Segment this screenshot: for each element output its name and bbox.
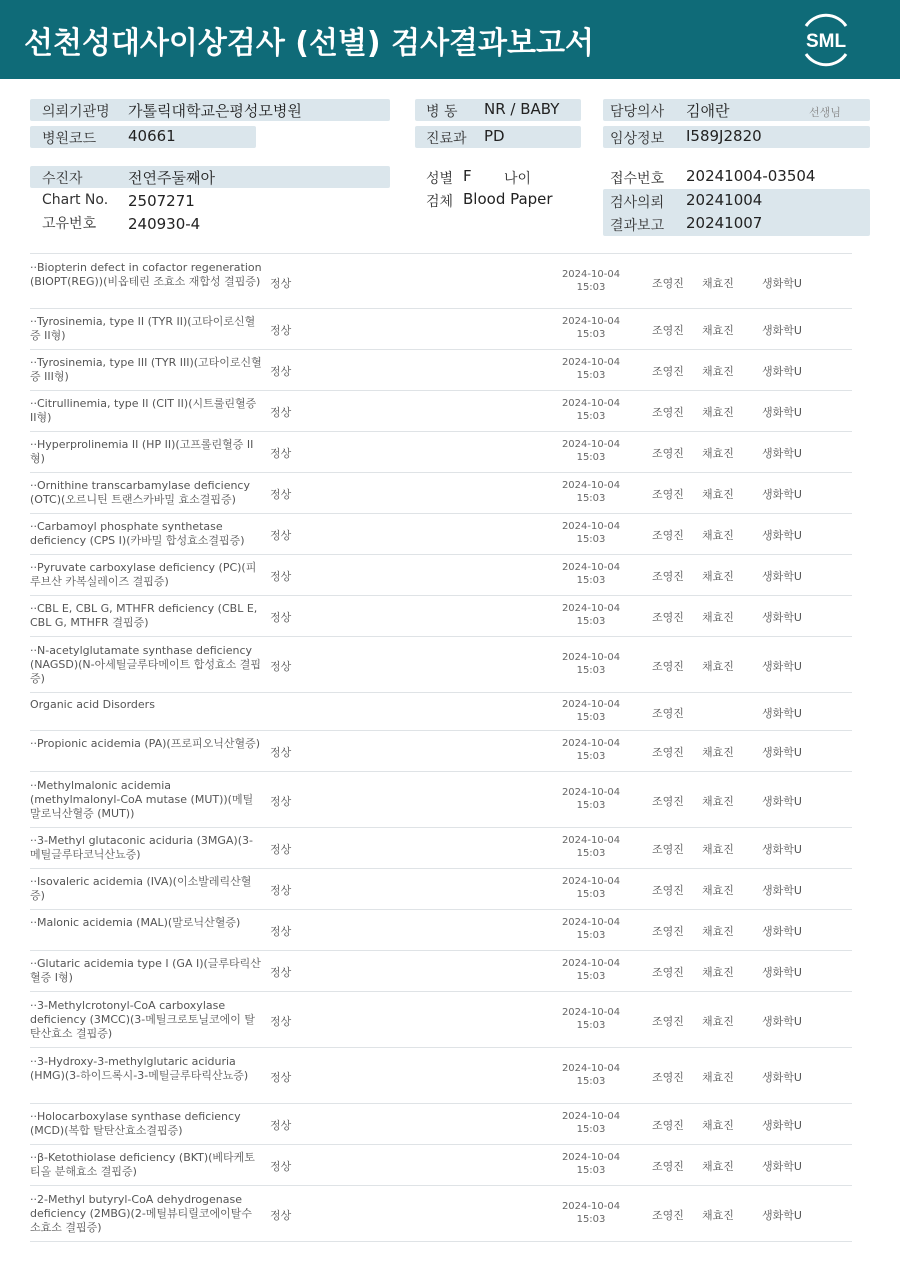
tester-name: 조영진 [652, 277, 684, 290]
tester-name: 조영진 [652, 406, 684, 419]
ward-value: NR / BABY [484, 100, 560, 118]
lab-dept: 생화학U [762, 1119, 802, 1132]
approver-name: 채효진 [702, 1209, 734, 1222]
lab-dept: 생화학U [762, 1015, 802, 1028]
tester-name: 조영진 [652, 447, 684, 460]
test-name: ··Tyrosinemia, type III (TYR III)(고타이로신혈증 III형) [30, 356, 262, 383]
request-value: 20241004 [686, 191, 763, 209]
result-datetime [556, 315, 626, 341]
test-result: 정상 [270, 324, 292, 337]
result-time: 15:03 [576, 534, 606, 545]
result-time: 15:03 [576, 411, 606, 422]
approver-name: 채효진 [702, 1071, 734, 1084]
tester-name: 조영진 [652, 611, 684, 624]
approver-name: 채효진 [702, 611, 734, 624]
test-name: ··Citrullinemia, type II (CIT II)(시트룰린혈증 II형) [30, 397, 257, 424]
result-row [30, 555, 852, 596]
result-time: 15:03 [576, 329, 606, 340]
approver-name: 채효진 [702, 925, 734, 938]
approver-name: 채효진 [702, 488, 734, 501]
result-date: 2024-10-04 [561, 917, 621, 928]
test-name: ··Carbamoyl phosphate synthetase deficiency (CPS I)(카바밀 합성효소결핍증) [30, 520, 245, 547]
patient-value: 전연주둘째아 [128, 169, 215, 187]
result-date: 2024-10-04 [561, 398, 621, 409]
tester-name: 조영진 [652, 488, 684, 501]
tester-name: 조영진 [652, 1015, 684, 1028]
approver-name: 채효진 [702, 966, 734, 979]
result-datetime [556, 1006, 626, 1032]
chart-value: 2507271 [128, 192, 195, 210]
unique-value: 240930-4 [128, 215, 201, 233]
result-datetime [556, 875, 626, 901]
test-name: ··Tyrosinemia, type II (TYR II)(고타이로신혈증 II형) [30, 315, 256, 342]
result-date: 2024-10-04 [561, 1063, 621, 1074]
result-datetime [556, 397, 626, 423]
approver-name: 채효진 [702, 660, 734, 673]
lab-dept: 생화학U [762, 746, 802, 759]
result-row [30, 992, 852, 1048]
result-datetime [556, 356, 626, 382]
test-name: ··CBL E, CBL G, MTHFR deficiency (CBL E, CBL G, MTHFR 결핍증) [30, 602, 258, 629]
hospital-code-label: 병원코드 [42, 131, 97, 147]
test-name: Organic acid Disorders [30, 698, 155, 711]
test-result: 정상 [270, 1160, 292, 1173]
institution-label: 의뢰기관명 [42, 104, 110, 120]
test-name: ··N-acetylglutamate synthase deficiency (NAGSD)(N-아세틸글루타메이트 합성효소 결핍증) [30, 644, 261, 685]
specimen-value: Blood Paper [463, 190, 553, 208]
result-time: 15:03 [576, 971, 606, 982]
result-time: 15:03 [576, 493, 606, 504]
result-date: 2024-10-04 [561, 357, 621, 368]
test-name: ··Biopterin defect in cofactor regeneration (BIOPT(REG))(비옵테린 조효소 재합성 결핍증) [30, 261, 262, 288]
result-time: 15:03 [576, 616, 606, 627]
lab-dept: 생화학U [762, 1071, 802, 1084]
test-name: ··Malonic acidemia (MAL)(말로닉산혈증) [30, 916, 241, 929]
test-result: 정상 [270, 843, 292, 856]
result-row [30, 772, 852, 828]
institution-value: 가톨릭대학교은평성모병원 [128, 102, 302, 120]
result-date: 2024-10-04 [561, 1111, 621, 1122]
request-label: 검사의뢰 [610, 195, 665, 211]
test-result: 정상 [270, 1071, 292, 1084]
result-row [30, 731, 852, 772]
result-row [30, 1186, 852, 1242]
test-name: ··2-Methyl butyryl-CoA dehydrogenase deficiency (2MBG)(2-메틸뷰티릴코에이탈수소효소 결핍증) [30, 1193, 253, 1234]
result-datetime [556, 561, 626, 587]
approver-name: 채효진 [702, 324, 734, 337]
lab-dept: 생화학U [762, 447, 802, 460]
result-time: 15:03 [576, 665, 606, 676]
test-result: 정상 [270, 447, 292, 460]
tester-name: 조영진 [652, 966, 684, 979]
lab-dept: 생화학U [762, 611, 802, 624]
result-row [30, 514, 852, 555]
report-label: 결과보고 [610, 218, 665, 234]
clinical-value: I589J2820 [686, 127, 762, 145]
result-datetime [556, 916, 626, 942]
approver-name: 채효진 [702, 795, 734, 808]
test-result: 정상 [270, 884, 292, 897]
result-row [30, 1048, 852, 1104]
test-result: 정상 [270, 746, 292, 759]
result-row [30, 432, 852, 473]
result-row [30, 828, 852, 869]
lab-dept: 생화학U [762, 966, 802, 979]
tester-name: 조영진 [652, 1160, 684, 1173]
tester-name: 조영진 [652, 1071, 684, 1084]
lab-dept: 생화학U [762, 795, 802, 808]
result-time: 15:03 [576, 370, 606, 381]
result-row [30, 596, 852, 637]
chart-label: Chart No. [42, 192, 109, 208]
result-row [30, 1145, 852, 1186]
result-time: 15:03 [576, 1214, 606, 1225]
test-name: ··3-Hydroxy-3-methylglutaric aciduria (HMG)(3-하이드록시-3-메틸글루타릭산뇨증) [30, 1055, 249, 1082]
specimen-label: 검체 [426, 194, 454, 210]
result-datetime [556, 479, 626, 505]
result-datetime [556, 1151, 626, 1177]
test-result: 정상 [270, 660, 292, 673]
test-result: 정상 [270, 966, 292, 979]
lab-dept: 생화학U [762, 843, 802, 856]
test-result: 정상 [270, 488, 292, 501]
test-result: 정상 [270, 529, 292, 542]
test-name: ··3-Methylcrotonyl-CoA carboxylase deficiency (3MCC)(3-메틸크로토닐코에이 탈탄산효소 결핍증) [30, 999, 256, 1040]
test-name: ··3-Methyl glutaconic aciduria (3MGA)(3-메틸글루타코닉산뇨증) [30, 834, 253, 861]
report-header [0, 0, 900, 79]
result-row [30, 350, 852, 391]
report-value: 20241007 [686, 214, 763, 232]
result-date: 2024-10-04 [561, 958, 621, 969]
result-row [30, 951, 852, 992]
dept-label: 진료과 [426, 131, 467, 147]
test-name: ··β-Ketothiolase deficiency (BKT)(베타케토티올 분해효소 결핍증) [30, 1151, 255, 1178]
result-datetime [556, 520, 626, 546]
result-date: 2024-10-04 [561, 603, 621, 614]
tester-name: 조영진 [652, 925, 684, 938]
lab-dept: 생화학U [762, 925, 802, 938]
result-date: 2024-10-04 [561, 316, 621, 327]
lab-dept: 생화학U [762, 884, 802, 897]
result-row [30, 253, 852, 309]
test-result: 정상 [270, 406, 292, 419]
test-name: ··Hyperprolinemia II (HP II)(고프롤린혈증 II형) [30, 438, 254, 465]
tester-name: 조영진 [652, 843, 684, 856]
tester-name: 조영진 [652, 324, 684, 337]
result-date: 2024-10-04 [561, 699, 621, 710]
result-row [30, 1104, 852, 1145]
lab-dept: 생화학U [762, 529, 802, 542]
approver-name: 채효진 [702, 406, 734, 419]
receipt-label: 접수번호 [610, 171, 665, 187]
test-result: 정상 [270, 611, 292, 624]
lab-dept: 생화학U [762, 1160, 802, 1173]
lab-dept: 생화학U [762, 406, 802, 419]
test-name: ··Ornithine transcarbamylase deficiency (OTC)(오르니틴 트랜스카바밀 효소결핍증) [30, 479, 250, 506]
result-date: 2024-10-04 [561, 1007, 621, 1018]
result-datetime [556, 737, 626, 763]
result-datetime [556, 651, 626, 677]
test-result: 정상 [270, 570, 292, 583]
test-result: 정상 [270, 1015, 292, 1028]
lab-dept: 생화학U [762, 488, 802, 501]
results-list [30, 253, 852, 1242]
test-result: 정상 [270, 365, 292, 378]
result-datetime [556, 786, 626, 812]
result-time: 15:03 [576, 1124, 606, 1135]
result-time: 15:03 [576, 282, 606, 293]
result-date: 2024-10-04 [561, 738, 621, 749]
hospital-code-value: 40661 [128, 127, 176, 145]
result-date: 2024-10-04 [561, 269, 621, 280]
result-date: 2024-10-04 [561, 562, 621, 573]
result-row [30, 309, 852, 350]
lab-dept: 생화학U [762, 324, 802, 337]
result-datetime [556, 602, 626, 628]
doctor-suffix: 선생님 [809, 106, 841, 119]
approver-name: 채효진 [702, 277, 734, 290]
approver-name: 채효진 [702, 1015, 734, 1028]
tester-name: 조영진 [652, 795, 684, 808]
unique-label: 고유번호 [42, 216, 97, 232]
sex-label: 성별 [426, 171, 454, 187]
doctor-value: 김애란 [686, 102, 730, 120]
doctor-label: 담당의사 [610, 104, 665, 120]
result-row [30, 869, 852, 910]
dept-value: PD [484, 127, 505, 145]
approver-name: 채효진 [702, 843, 734, 856]
test-result: 정상 [270, 277, 292, 290]
result-date: 2024-10-04 [561, 480, 621, 491]
result-datetime [556, 834, 626, 860]
ward-label: 병 동 [426, 104, 458, 120]
tester-name: 조영진 [652, 365, 684, 378]
logo-text: SML [805, 31, 847, 52]
result-row [30, 473, 852, 514]
test-result: 정상 [270, 1119, 292, 1132]
result-time: 15:03 [576, 1076, 606, 1087]
lab-dept: 생화학U [762, 570, 802, 583]
test-name: ··Propionic acidemia (PA)(프로피오닉산혈증) [30, 737, 261, 750]
tester-name: 조영진 [652, 746, 684, 759]
tester-name: 조영진 [652, 529, 684, 542]
test-name: ··Methylmalonic acidemia (methylmalonyl-CoA mutase (MUT))(메틸말로닉산혈증 (MUT)) [30, 779, 254, 820]
test-name: ··Pyruvate carboxylase deficiency (PC)(피루브산 카복실레이즈 결핍증) [30, 561, 257, 588]
result-time: 15:03 [576, 889, 606, 900]
result-datetime [556, 438, 626, 464]
test-name: ··Holocarboxylase synthase deficiency (MCD)(복합 탈탄산효소결핍증) [30, 1110, 241, 1137]
result-date: 2024-10-04 [561, 439, 621, 450]
result-datetime [556, 957, 626, 983]
test-result: 정상 [270, 1209, 292, 1222]
result-date: 2024-10-04 [561, 521, 621, 532]
result-date: 2024-10-04 [561, 835, 621, 846]
approver-name: 채효진 [702, 746, 734, 759]
approver-name: 채효진 [702, 884, 734, 897]
result-row [30, 910, 852, 951]
patient-label: 수진자 [42, 171, 83, 187]
result-time: 15:03 [576, 848, 606, 859]
report-title: 선천성대사이상검사 (선별) 검사결과보고서 [24, 26, 594, 61]
age-label: 나이 [504, 171, 532, 187]
result-time: 15:03 [576, 800, 606, 811]
sex-value: F [463, 167, 472, 185]
result-time: 15:03 [576, 1020, 606, 1031]
result-time: 15:03 [576, 751, 606, 762]
result-row [30, 391, 852, 432]
tester-name: 조영진 [652, 707, 684, 720]
clinical-label: 임상정보 [610, 131, 665, 147]
result-date: 2024-10-04 [561, 876, 621, 887]
result-datetime [556, 698, 626, 724]
approver-name: 채효진 [702, 529, 734, 542]
test-name: ··Isovaleric acidemia (IVA)(이소발레릭산혈증) [30, 875, 252, 902]
approver-name: 채효진 [702, 570, 734, 583]
result-datetime [556, 1062, 626, 1088]
result-time: 15:03 [576, 1165, 606, 1176]
lab-dept: 생화학U [762, 365, 802, 378]
result-date: 2024-10-04 [561, 1152, 621, 1163]
receipt-value: 20241004-03504 [686, 167, 816, 185]
tester-name: 조영진 [652, 660, 684, 673]
lab-dept: 생화학U [762, 1209, 802, 1222]
lab-dept: 생화학U [762, 660, 802, 673]
tester-name: 조영진 [652, 1119, 684, 1132]
result-date: 2024-10-04 [561, 787, 621, 798]
tester-name: 조영진 [652, 570, 684, 583]
test-result: 정상 [270, 925, 292, 938]
tester-name: 조영진 [652, 1209, 684, 1222]
result-datetime [556, 268, 626, 294]
result-row [30, 693, 852, 731]
result-datetime [556, 1110, 626, 1136]
approver-name: 채효진 [702, 1160, 734, 1173]
result-datetime [556, 1200, 626, 1226]
result-date: 2024-10-04 [561, 1201, 621, 1212]
approver-name: 채효진 [702, 1119, 734, 1132]
test-result: 정상 [270, 795, 292, 808]
lab-dept: 생화학U [762, 277, 802, 290]
result-row [30, 637, 852, 693]
tester-name: 조영진 [652, 884, 684, 897]
approver-name: 채효진 [702, 447, 734, 460]
test-name: ··Glutaric acidemia type I (GA I)(글루타릭산혈증 I형) [30, 957, 261, 984]
approver-name: 채효진 [702, 365, 734, 378]
sml-logo [796, 12, 856, 68]
result-time: 15:03 [576, 575, 606, 586]
lab-dept: 생화학U [762, 707, 802, 720]
result-time: 15:03 [576, 712, 606, 723]
result-time: 15:03 [576, 930, 606, 941]
result-time: 15:03 [576, 452, 606, 463]
result-date: 2024-10-04 [561, 652, 621, 663]
